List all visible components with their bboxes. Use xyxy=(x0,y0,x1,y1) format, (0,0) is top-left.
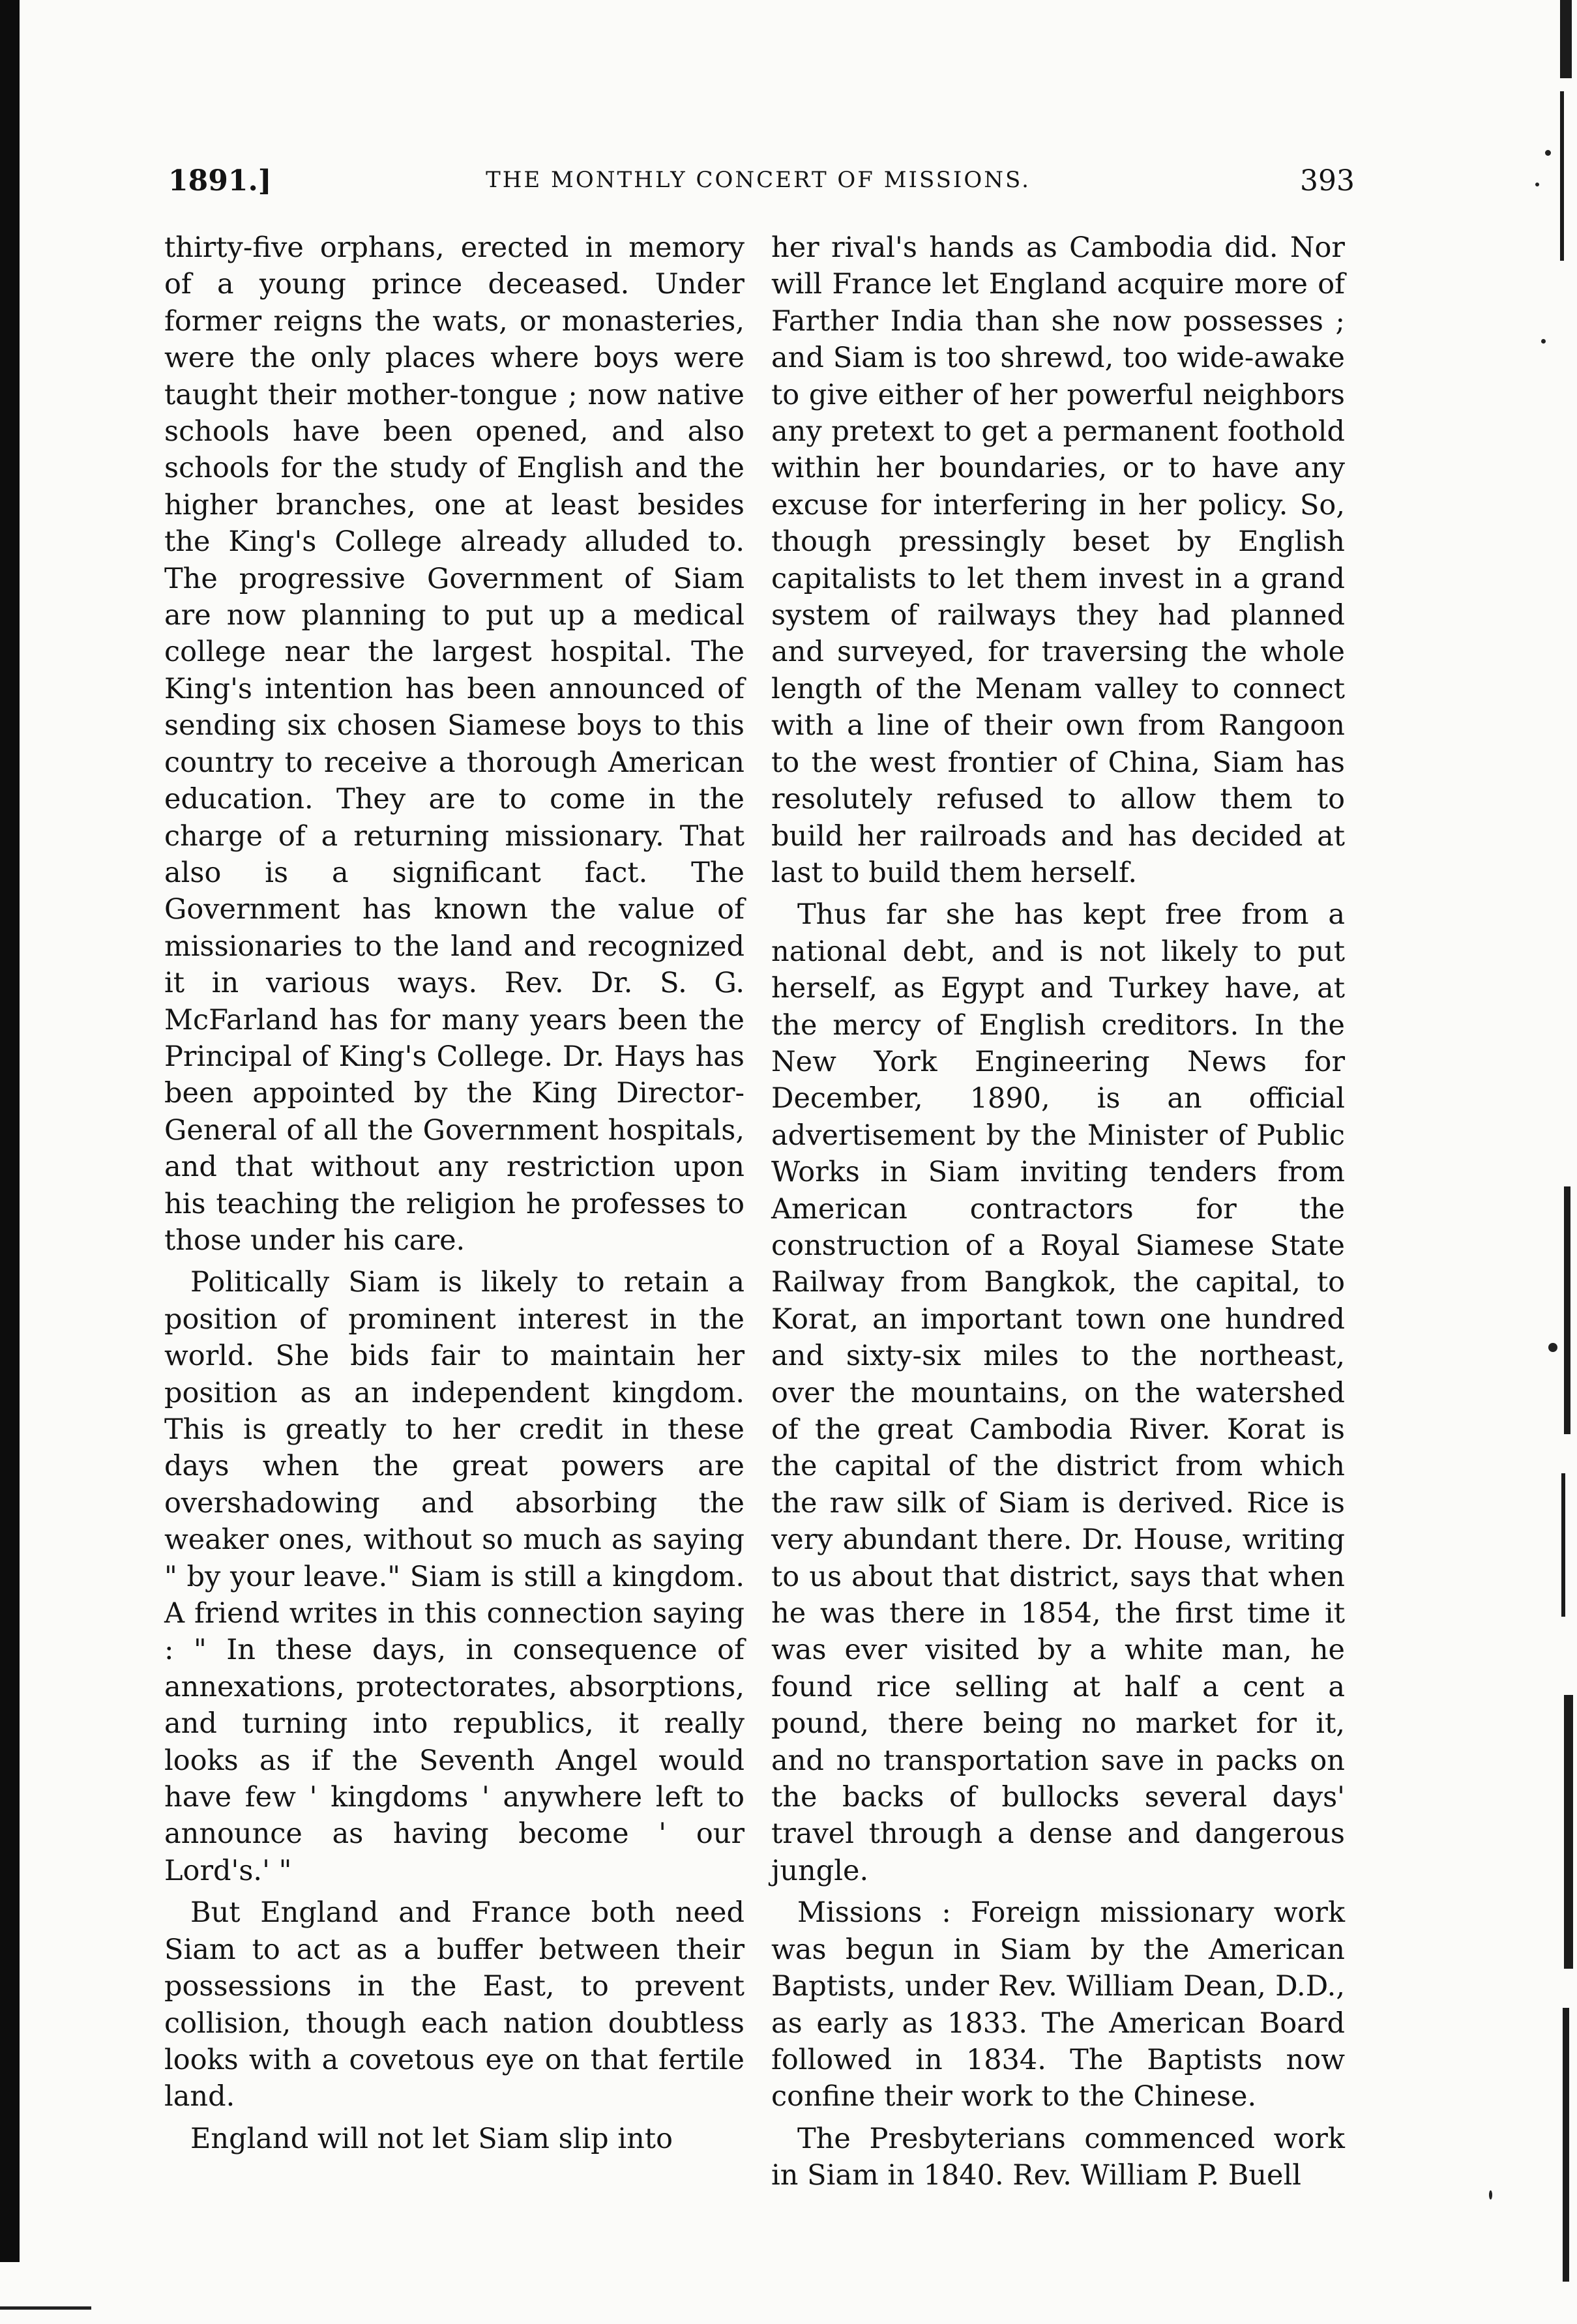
paragraph-left-2: Politically Siam is likely to retain a position of prominent interest in the world. She bids fair to maintain her position as an independent kingdom. This is greatly to her credit in these days when the great powers are overshadowing and absorbing the weaker ones, without so much as saying " by your leave." Siam is still a kingdom. A friend writes in this connection saying : " In these days, in consequence of annexations, protectorates, absorptions, and turning into republics, it really looks as if the Seventh Angel would have few ' kingdoms ' anywhere left to announce as having become ' our Lord's.' " xyxy=(164,1266,744,1887)
paragraph-left-1: thirty-five orphans, erected in memory of a young prince deceased. Under former reigns the wats, or monasteries, were the only places where boys were taught their mother-tongue ; now native schools have been opened, and also schools for the study of English and the higher branches, one at least besides the King's College already alluded to. The progressive Government of Siam are now planning to put up a medical college near the largest hospital. The King's intention has been announced of sending six chosen Siamese boys to this country to receive a thorough American education. They are to come in the charge of a returning missionary. That also is a significant fact. The Government has known the value of missionaries to the land and recognized it in various ways. Rev. Dr. S. G. McFarland has for many years been the Principal of King's College. Dr. Hays has been appointed by the King Director-General of all the Government hospitals, and that without any restriction upon his teaching the religion he professes to those under his care. xyxy=(164,231,744,1257)
binding-shadow xyxy=(0,0,20,2262)
header-title: THE MONTHLY CONCERT OF MISSIONS. xyxy=(486,167,1031,193)
paragraph-right-3: Missions : Foreign missionary work was begun in Siam by the American Baptists, under Rev. William Dean, D.D., as early as 1833. The American Board followed in 1834. The Baptists now confine their work to the Chinese. xyxy=(771,1896,1345,2113)
bottom-edge-mark xyxy=(0,2306,91,2310)
paragraph-right-2: Thus far she has kept free from a national debt, and is not likely to put herself, as Egypt and Turkey have, at the mercy of English creditors. In the New York Engineering News for December, 1890, is an official advertisement by the Minister of Public Works in Siam inviting tenders from American contractors for the construction of a Royal Siamese State Railway from Bangkok, the capital, to Korat, an important town one hundred and sixty-six miles to the northeast, over the mountains, on the watershed of the great Cambodia River. Korat is the capital of the district from which the raw silk of Siam is derived. Rice is very abundant there. Dr. House, writing to us about that district, says that when he was there in 1854, the first time it was ever visited by a white man, he found rice selling at half a cent a pound, there being no market for it, and no transportation save in packs on the backs of bullocks several days' travel through a dense and dangerous jungle. xyxy=(771,898,1345,1887)
paragraph-left-3: But England and France both need Siam to act as a buffer between their possessions in the East, to prevent collision, though each nation doubtless looks with a covetous eye on that fertile land. xyxy=(164,1896,744,2113)
paragraph-right-1: her rival's hands as Cambodia did. Nor will France let England acquire more of Farther India than she now possesses ; and Siam is too shrewd, too wide-awake to give either of her powerful neighbors any pretext to get a permanent foothold within her boundaries, or to have any excuse for interfering in her policy. So, though pressingly beset by English capitalists to let them invest in a grand system of railways they had planned and surveyed, for traversing the whole length of the Menam valley to connect with a line of their own from Rangoon to the west frontier of China, Siam has resolutely refused to allow them to build her railroads and has decided at last to build them herself. xyxy=(771,231,1345,889)
paragraph-left-4: England will not let Siam slip into xyxy=(190,2122,673,2155)
page-number: 393 xyxy=(1300,164,1355,198)
left-column xyxy=(164,229,744,2157)
running-head xyxy=(162,164,1355,203)
header-year: 1891.] xyxy=(168,164,272,198)
right-column xyxy=(771,229,1345,2194)
right-edge-scan-noise xyxy=(1473,0,1577,2324)
paragraph-right-4: The Presbyterians commenced work in Siam in 1840. Rev. William P. Buell xyxy=(771,2122,1345,2192)
